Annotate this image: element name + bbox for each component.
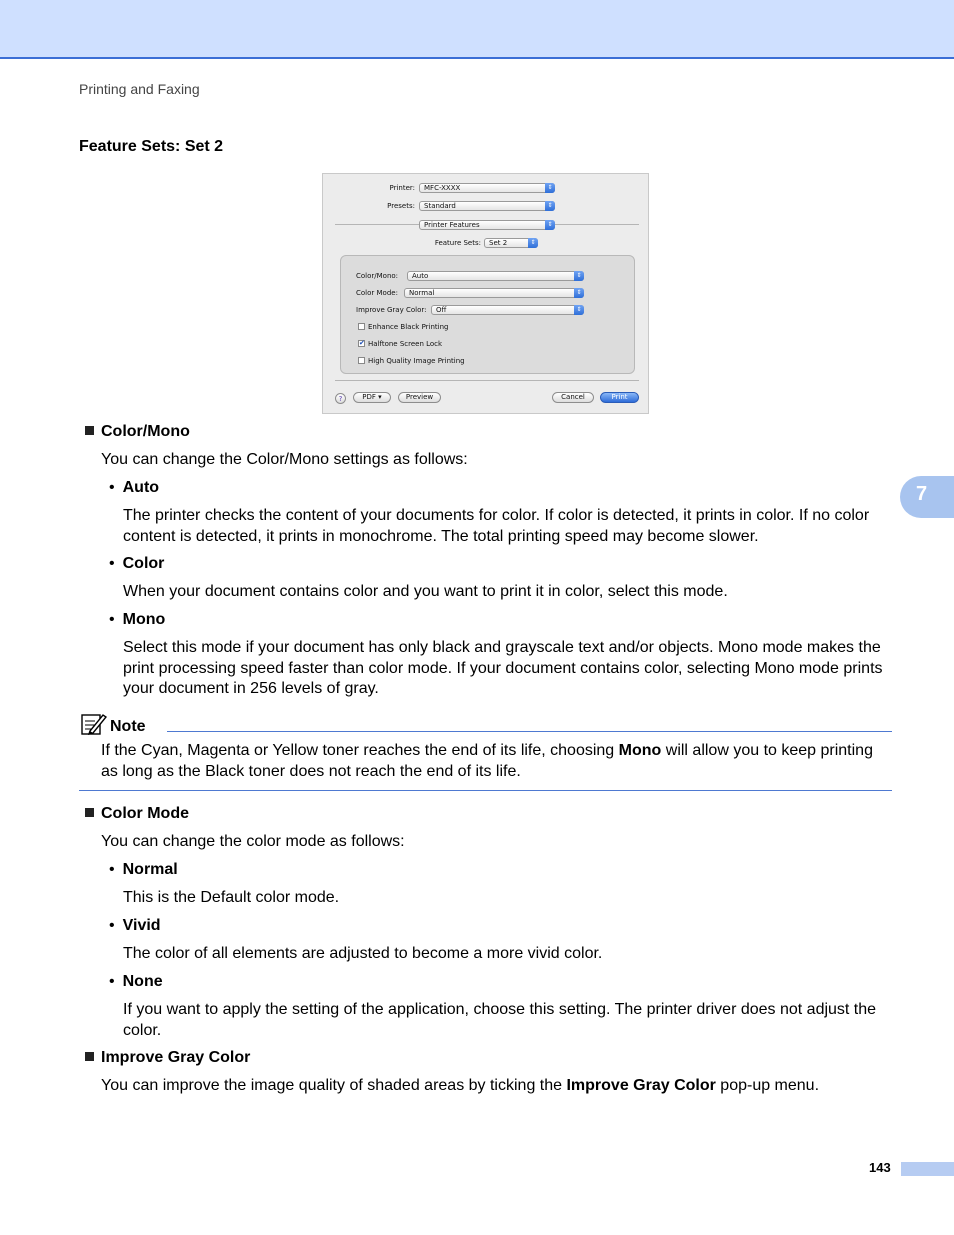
enhance-black-checkbox[interactable] <box>358 323 365 330</box>
updown-arrow-icon: ⇕ <box>574 288 584 298</box>
note-text-part: If the Cyan, Magenta or Yellow toner reaches the end of its life, choosing <box>101 742 619 759</box>
checkmark-icon: ✔ <box>359 339 365 347</box>
header-band <box>0 0 954 59</box>
bullet-dot-icon: • <box>109 917 115 934</box>
option-vivid-text: The color of all elements are adjusted to become a more vivid color. <box>123 945 603 962</box>
enhance-black-label: Enhance Black Printing <box>368 323 449 331</box>
improve-gray-text <box>101 1077 891 1095</box>
halftone-lock-label: Halftone Screen Lock <box>368 340 443 348</box>
note-text <box>101 741 891 782</box>
cancel-button[interactable]: Cancel <box>552 392 594 403</box>
option-normal-title: Normal <box>122 861 178 878</box>
feature-sets-value: Set 2 <box>489 239 508 247</box>
preview-button[interactable]: Preview <box>398 392 441 403</box>
option-normal-text: This is the Default color mode. <box>123 889 340 906</box>
updown-arrow-icon: ⇕ <box>528 238 538 248</box>
improve-gray-label: Improve Gray Color: <box>356 306 427 314</box>
color-mode-heading-text: Color Mode <box>101 805 189 822</box>
note-pencil-icon <box>81 712 107 736</box>
square-bullet-icon <box>85 808 94 817</box>
option-none-text: If you want to apply the setting of the application, choose this setting. The printer driver does not adjust the color. <box>123 1001 877 1039</box>
feature-sets-label: Feature Sets: <box>434 239 481 247</box>
feature-sets-popup[interactable] <box>484 238 538 248</box>
divider <box>335 380 639 381</box>
option-none-heading <box>109 973 163 991</box>
updown-arrow-icon: ⇕ <box>574 271 584 281</box>
high-quality-label: High Quality Image Printing <box>368 357 465 365</box>
feature-group-box <box>340 255 635 374</box>
bullet-dot-icon: • <box>109 973 115 990</box>
option-auto-heading <box>109 479 159 497</box>
improve-gray-value: Off <box>436 306 447 314</box>
improve-gray-text-bold: Improve Gray Color <box>566 1077 716 1094</box>
print-button[interactable]: Print <box>600 392 639 403</box>
note-text-part: will allow you to keep printing as long as the Black toner does not reach the end of its life. <box>101 742 873 780</box>
high-quality-checkbox[interactable] <box>358 357 365 364</box>
improve-gray-heading <box>85 1049 250 1067</box>
color-mode-heading <box>85 805 189 823</box>
color-mono-heading <box>85 423 190 441</box>
bullet-dot-icon: • <box>109 611 115 628</box>
presets-popup[interactable] <box>419 201 555 211</box>
option-mono-heading <box>109 611 165 629</box>
option-auto-text: The printer checks the content of your documents for color. If color is detected, it prints in color. If no color content is detected, it prints in monochrome. The total printing speed may become slower. <box>123 507 870 545</box>
note-text-bold: Mono <box>618 742 662 759</box>
option-vivid-heading <box>109 917 161 935</box>
color-mono-heading-text: Color/Mono <box>101 423 190 440</box>
color-mono-label: Color/Mono: <box>356 272 399 280</box>
option-mono-title: Mono <box>122 611 166 628</box>
improve-gray-popup[interactable] <box>431 305 584 315</box>
bullet-dot-icon: • <box>109 861 115 878</box>
bullet-dot-icon: • <box>109 555 115 572</box>
option-none-title: None <box>122 973 163 990</box>
chapter-tab <box>900 476 954 518</box>
updown-arrow-icon: ⇕ <box>545 201 555 211</box>
improve-gray-text-part: pop-up menu. <box>715 1077 820 1094</box>
color-mode-value: Normal <box>409 289 435 297</box>
option-color-heading <box>109 555 164 573</box>
color-mono-popup[interactable] <box>407 271 584 281</box>
print-dialog-screenshot <box>322 173 649 414</box>
improve-gray-heading-text: Improve Gray Color <box>101 1049 251 1066</box>
color-mono-value: Auto <box>412 272 429 280</box>
option-auto-title: Auto <box>122 479 160 496</box>
updown-arrow-icon: ⇕ <box>545 220 555 230</box>
color-mode-intro: You can change the color mode as follows: <box>101 833 405 850</box>
option-mono-text: Select this mode if your document has only black and grayscale text and/or objects. Mono mode makes the print processing speed faster than color mode. If your document contains color, selecting Mono mode prints your document in 256 levels of gray. <box>123 639 883 697</box>
pane-popup[interactable] <box>419 220 555 230</box>
updown-arrow-icon: ⇕ <box>545 183 555 193</box>
section-title: Feature Sets: Set 2 <box>79 138 224 155</box>
note-rule-top <box>167 731 892 732</box>
pane-value: Printer Features <box>424 221 480 229</box>
presets-value: Standard <box>424 202 456 210</box>
color-mode-label: Color Mode: <box>356 289 398 297</box>
chapter-number: 7 <box>916 483 928 505</box>
color-mono-intro: You can change the Color/Mono settings as follows: <box>101 451 468 468</box>
presets-label: Presets: <box>387 202 415 210</box>
note-label: Note <box>110 718 146 735</box>
improve-gray-text-part: You can improve the image quality of shaded areas by ticking the <box>101 1077 567 1094</box>
updown-arrow-icon: ⇕ <box>574 305 584 315</box>
printer-label: Printer: <box>389 184 415 192</box>
halftone-lock-checkbox[interactable] <box>358 340 365 347</box>
option-color-text: When your document contains color and you want to print it in color, select this mode. <box>123 583 728 600</box>
bullet-dot-icon: • <box>109 479 115 496</box>
color-mode-popup[interactable] <box>404 288 584 298</box>
option-normal-heading <box>109 861 178 879</box>
page-number: 143 <box>869 1160 891 1175</box>
square-bullet-icon <box>85 1052 94 1061</box>
running-title: Printing and Faxing <box>79 81 200 97</box>
pdf-button[interactable]: PDF ▾ <box>353 392 391 403</box>
option-color-title: Color <box>122 555 165 572</box>
option-vivid-title: Vivid <box>122 917 161 934</box>
note-rule-bottom <box>79 790 892 791</box>
printer-value: MFC-XXXX <box>424 184 461 192</box>
printer-popup[interactable] <box>419 183 555 193</box>
page-number-bar <box>901 1162 954 1176</box>
help-icon[interactable]: ? <box>335 393 346 404</box>
square-bullet-icon <box>85 426 94 435</box>
